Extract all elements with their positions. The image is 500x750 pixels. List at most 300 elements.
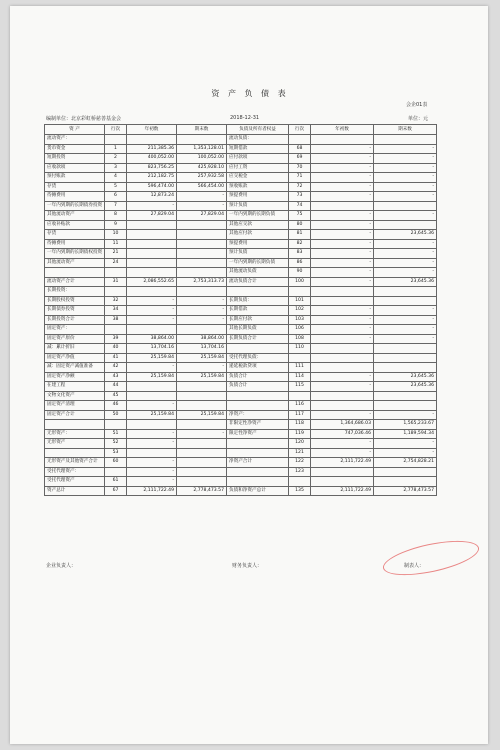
table-cell: 应交税金	[227, 173, 289, 183]
table-cell: 存货	[45, 182, 105, 192]
table-row	[45, 477, 437, 487]
table-cell	[311, 296, 374, 306]
table-cell	[374, 344, 437, 354]
table-cell: 68	[289, 144, 311, 154]
table-cell: -	[127, 439, 177, 449]
table-cell: 4	[105, 173, 127, 183]
table-cell	[289, 353, 311, 363]
table-cell: 211,385.36	[127, 144, 177, 154]
table-cell	[177, 135, 227, 145]
table-cell	[289, 477, 311, 487]
table-row	[45, 306, 437, 316]
table-cell: 应付款项	[227, 154, 289, 164]
table-cell: 无形资产	[45, 439, 105, 449]
table-body	[45, 135, 437, 496]
table-cell	[227, 344, 289, 354]
table-cell: 75	[289, 211, 311, 221]
table-cell: 257,932.58	[177, 173, 227, 183]
table-cell: 24	[105, 258, 127, 268]
table-cell: 长期投资：	[45, 287, 105, 297]
table-cell: -	[127, 315, 177, 325]
table-cell: 1	[105, 144, 127, 154]
table-cell: -	[127, 458, 177, 468]
table-cell: 122	[289, 458, 311, 468]
table-cell: 116	[289, 401, 311, 411]
table-cell: 一年内到期的长期债券投资	[45, 201, 105, 211]
table-cell: -	[177, 315, 227, 325]
page-title: 资 产 负 债 表	[211, 89, 289, 98]
table-cell: -	[374, 258, 437, 268]
table-cell	[289, 135, 311, 145]
table-cell: 110	[289, 344, 311, 354]
table-cell: 73	[289, 192, 311, 202]
table-cell	[227, 391, 289, 401]
table-cell: -	[311, 211, 374, 221]
table-row	[45, 182, 437, 192]
table-cell: 预提费用	[227, 239, 289, 249]
table-cell	[227, 448, 289, 458]
table-cell: 受托代理资产	[45, 477, 105, 487]
table-cell	[177, 268, 227, 278]
table-cell: 长期负债合计	[227, 334, 289, 344]
table-cell: 受托代理资产：	[45, 467, 105, 477]
table-row	[45, 382, 437, 392]
table-cell: 3	[105, 163, 127, 173]
table-cell: 流动资产：	[45, 135, 105, 145]
table-cell: 9	[105, 220, 127, 230]
table-cell	[177, 467, 227, 477]
table-row	[45, 277, 437, 287]
table-cell	[311, 467, 374, 477]
table-cell	[127, 249, 177, 259]
table-cell: 23,645.36	[374, 382, 437, 392]
table-cell	[127, 239, 177, 249]
table-cell: -	[374, 249, 437, 259]
table-cell: 90	[289, 268, 311, 278]
table-cell	[105, 135, 127, 145]
table-cell: -	[311, 334, 374, 344]
table-cell: 2,111,722.49	[311, 486, 374, 496]
table-cell: 固定资产净额	[45, 372, 105, 382]
table-row	[45, 239, 437, 249]
table-cell: 1,353,128.01	[177, 144, 227, 154]
table-cell	[227, 439, 289, 449]
table-row	[45, 325, 437, 335]
table-cell	[127, 325, 177, 335]
table-cell	[177, 420, 227, 430]
table-cell: -	[311, 258, 374, 268]
table-cell: -	[177, 429, 227, 439]
table-cell: 41	[105, 353, 127, 363]
table-cell: 38,864.00	[127, 334, 177, 344]
table-cell: 待摊费用	[45, 239, 105, 249]
table-cell: 51	[105, 429, 127, 439]
table-cell	[105, 287, 127, 297]
table-row	[45, 467, 437, 477]
table-cell: -	[177, 363, 227, 373]
table-cell: -	[374, 448, 437, 458]
table-cell: 83	[289, 249, 311, 259]
table-cell: 资产总计	[45, 486, 105, 496]
table-cell: 23,645.36	[374, 277, 437, 287]
table-cell	[127, 230, 177, 240]
table-cell: 50	[105, 410, 127, 420]
table-cell	[311, 135, 374, 145]
table-cell: -	[374, 154, 437, 164]
table-cell	[374, 401, 437, 411]
table-cell: 预收账款	[227, 182, 289, 192]
table-cell: -	[127, 306, 177, 316]
col-liability: 负债及所有者权益	[227, 125, 289, 135]
table-cell: 负债合计	[227, 382, 289, 392]
footer-head: 企业负责人：	[46, 563, 77, 569]
table-cell: 25,159.84	[177, 353, 227, 363]
table-cell: -	[311, 182, 374, 192]
table-cell	[45, 420, 105, 430]
table-row	[45, 268, 437, 278]
table-cell: 2,778,473.57	[177, 486, 227, 496]
table-cell: 应收补贴款	[45, 220, 105, 230]
table-cell	[177, 325, 227, 335]
table-cell: 其他应付款	[227, 230, 289, 240]
table-cell: -	[374, 410, 437, 420]
table-row	[45, 135, 437, 145]
table-cell: 34	[105, 306, 127, 316]
table-cell: 46	[105, 401, 127, 411]
table-cell	[177, 258, 227, 268]
table-cell	[227, 401, 289, 411]
table-cell	[374, 353, 437, 363]
table-cell: 存货	[45, 230, 105, 240]
table-cell: 100,052.00	[177, 154, 227, 164]
table-cell: 应收款项	[45, 163, 105, 173]
table-cell: -	[311, 448, 374, 458]
table-cell	[127, 135, 177, 145]
table-cell: 流动负债合计	[227, 277, 289, 287]
table-cell	[127, 287, 177, 297]
table-cell: 42	[105, 363, 127, 373]
table-cell	[374, 363, 437, 373]
footer-finance: 财务负责人：	[232, 563, 263, 569]
table-cell	[177, 477, 227, 487]
table-cell: -	[127, 296, 177, 306]
table-cell: 2,086,552.65	[127, 277, 177, 287]
table-cell: -	[374, 144, 437, 154]
table-cell: 74	[289, 201, 311, 211]
table-cell	[374, 287, 437, 297]
table-cell: 受托代理负债：	[227, 353, 289, 363]
table-cell: 25,159.84	[177, 372, 227, 382]
col-end: 期末数	[177, 125, 227, 135]
table-cell: 2,753,313.73	[177, 277, 227, 287]
table-cell: 无形资产：	[45, 429, 105, 439]
table-cell: 21	[105, 249, 127, 259]
table-cell: 71	[289, 173, 311, 183]
table-cell	[177, 230, 227, 240]
table-row	[45, 429, 437, 439]
table-cell: -	[311, 239, 374, 249]
table-cell: 38,864.00	[177, 334, 227, 344]
table-cell: -	[127, 477, 177, 487]
table-cell: 11	[105, 239, 127, 249]
table-cell: 101	[289, 296, 311, 306]
table-cell: 67	[105, 486, 127, 496]
table-cell: 25,159.84	[177, 410, 227, 420]
table-row	[45, 458, 437, 468]
table-cell: 预计负债	[227, 249, 289, 259]
table-cell: 无形资产及其他资产合计	[45, 458, 105, 468]
table-cell: 减：固定资产减值准备	[45, 363, 105, 373]
table-cell: 23,645.36	[374, 230, 437, 240]
table-cell: 80	[289, 220, 311, 230]
table-cell: -	[311, 325, 374, 335]
table-cell: -	[177, 201, 227, 211]
table-row	[45, 363, 437, 373]
col-line2: 行次	[289, 125, 311, 135]
table-cell: 82	[289, 239, 311, 249]
table-cell: -	[311, 173, 374, 183]
table-cell: 119	[289, 429, 311, 439]
table-row	[45, 344, 437, 354]
table-cell: -	[311, 315, 374, 325]
table-cell: 长期股权投资	[45, 296, 105, 306]
table-cell	[177, 220, 227, 230]
col-begin2: 年初数	[311, 125, 374, 135]
col-begin: 年初数	[127, 125, 177, 135]
table-cell	[105, 325, 127, 335]
table-cell: 25,159.84	[127, 353, 177, 363]
table-row	[45, 230, 437, 240]
table-cell: 747,036.46	[311, 429, 374, 439]
table-cell	[177, 249, 227, 259]
table-row	[45, 173, 437, 183]
table-row	[45, 296, 437, 306]
table-cell: -	[311, 372, 374, 382]
table-cell: 566,454.00	[177, 182, 227, 192]
table-cell	[227, 467, 289, 477]
table-cell: 其他流动资产	[45, 258, 105, 268]
table-cell	[311, 201, 374, 211]
table-cell: 8	[105, 211, 127, 221]
table-cell: 一年内到期的长期债权投资	[45, 249, 105, 259]
table-cell: 823,756.25	[127, 163, 177, 173]
table-cell: 44	[105, 382, 127, 392]
table-cell	[127, 258, 177, 268]
table-cell: 流动资产合计	[45, 277, 105, 287]
table-cell: 212,182.75	[127, 173, 177, 183]
table-cell: 40	[105, 344, 127, 354]
table-cell: -	[127, 363, 177, 373]
table-cell: 2,111,722.49	[311, 458, 374, 468]
table-cell: -	[127, 201, 177, 211]
table-cell	[177, 401, 227, 411]
table-cell: -	[311, 220, 374, 230]
table-row	[45, 154, 437, 164]
table-cell	[177, 391, 227, 401]
table-cell: -	[311, 439, 374, 449]
table-cell	[311, 363, 374, 373]
table-cell: 61	[105, 477, 127, 487]
table-cell: -	[374, 315, 437, 325]
table-cell: 负债合计	[227, 372, 289, 382]
table-cell: -	[311, 277, 374, 287]
table-cell: 106	[289, 325, 311, 335]
table-cell: -	[311, 192, 374, 202]
table-cell	[127, 220, 177, 230]
table-cell	[374, 477, 437, 487]
table-cell: -	[374, 182, 437, 192]
table-cell: 长期债券投资	[45, 306, 105, 316]
table-cell: 净资产：	[227, 410, 289, 420]
table-cell: 13,704.16	[127, 344, 177, 354]
col-line: 行次	[105, 125, 127, 135]
table-cell	[311, 477, 374, 487]
table-cell: -	[127, 401, 177, 411]
table-cell: 53	[105, 448, 127, 458]
table-row	[45, 486, 437, 496]
table-cell	[177, 448, 227, 458]
table-cell: 长期投资合计	[45, 315, 105, 325]
table-cell: 6	[105, 192, 127, 202]
table-cell: 短期借款	[227, 144, 289, 154]
table-cell: 400,052.00	[127, 154, 177, 164]
table-cell: 13,704.16	[177, 344, 227, 354]
table-cell	[177, 458, 227, 468]
footer-preparer: 制表人：	[404, 563, 425, 569]
table-cell: -	[177, 192, 227, 202]
table-cell	[374, 296, 437, 306]
table-cell: 固定资产净值	[45, 353, 105, 363]
table-cell: 其他应交款	[227, 220, 289, 230]
balance-sheet-table	[44, 124, 437, 496]
table-cell: 长期应付款	[227, 315, 289, 325]
table-cell: 1,364,686.03	[311, 420, 374, 430]
table-cell: 短期投资	[45, 154, 105, 164]
col-asset: 资 产	[45, 125, 105, 135]
table-cell: 流动负债：	[227, 135, 289, 145]
table-cell	[177, 439, 227, 449]
table-cell: 2,778,473.57	[374, 486, 437, 496]
table-cell: -	[374, 334, 437, 344]
table-cell: -	[374, 268, 437, 278]
table-cell: -	[311, 410, 374, 420]
table-row	[45, 420, 437, 430]
table-cell: 81	[289, 230, 311, 240]
table-cell: 115	[289, 382, 311, 392]
table-cell: 净资产合计	[227, 458, 289, 468]
table-cell: 25,159.84	[127, 372, 177, 382]
table-cell: 一年内到期的长期负债	[227, 258, 289, 268]
table-cell: 117	[289, 410, 311, 420]
table-cell	[311, 391, 374, 401]
table-cell: 52	[105, 439, 127, 449]
table-cell: 2,111,722.49	[127, 486, 177, 496]
table-cell: 27,829.04	[127, 211, 177, 221]
table-row	[45, 144, 437, 154]
table-cell: 7	[105, 201, 127, 211]
table-cell: 111	[289, 363, 311, 373]
table-cell: 31	[105, 277, 127, 287]
table-cell: 限定性净资产	[227, 429, 289, 439]
table-cell: -	[177, 306, 227, 316]
table-cell	[289, 287, 311, 297]
table-cell: 25,159.84	[127, 410, 177, 420]
table-cell	[311, 344, 374, 354]
table-cell: 其他流动负债	[227, 268, 289, 278]
table-cell: 72	[289, 182, 311, 192]
table-cell: 39	[105, 334, 127, 344]
table-cell: 32	[105, 296, 127, 306]
table-cell: 114	[289, 372, 311, 382]
table-row	[45, 163, 437, 173]
table-cell: 38	[105, 315, 127, 325]
table-cell	[127, 391, 177, 401]
table-cell: 5	[105, 182, 127, 192]
table-row	[45, 410, 437, 420]
table-cell: 10	[105, 230, 127, 240]
table-cell: 其他流动资产	[45, 211, 105, 221]
table-cell: 45	[105, 391, 127, 401]
table-row	[45, 211, 437, 221]
table-cell	[374, 467, 437, 477]
table-cell: 69	[289, 154, 311, 164]
table-cell: -	[127, 467, 177, 477]
table-cell	[127, 420, 177, 430]
table-cell: 120	[289, 439, 311, 449]
table-cell: -	[374, 211, 437, 221]
table-row	[45, 401, 437, 411]
table-cell	[311, 401, 374, 411]
table-cell: 递延税款贷项	[227, 363, 289, 373]
table-cell: 12,873.24	[127, 192, 177, 202]
table-cell: 固定资产：	[45, 325, 105, 335]
table-cell	[227, 477, 289, 487]
table-cell	[374, 201, 437, 211]
table-cell: 118	[289, 420, 311, 430]
table-cell	[227, 287, 289, 297]
table-cell: 预付账款	[45, 173, 105, 183]
table-cell: -	[311, 163, 374, 173]
table-cell: -	[374, 192, 437, 202]
table-cell: 102	[289, 306, 311, 316]
table-cell: 135	[289, 486, 311, 496]
table-header-row	[45, 125, 437, 135]
table-cell	[374, 220, 437, 230]
table-cell: 固定资产清理	[45, 401, 105, 411]
table-cell: -	[311, 268, 374, 278]
table-cell	[177, 382, 227, 392]
preparing-unit: 编制单位：北京彩虹桥慈善基金会	[46, 116, 122, 122]
table-cell: -	[311, 144, 374, 154]
table-cell: 预提费用	[227, 192, 289, 202]
table-cell: 应付工资	[227, 163, 289, 173]
table-cell: 一年内到期的长期负债	[227, 211, 289, 221]
table-cell: -	[374, 439, 437, 449]
table-cell: 预计负债	[227, 201, 289, 211]
table-cell: 负债和净资产总计	[227, 486, 289, 496]
table-cell: 货币资金	[45, 144, 105, 154]
table-cell: -	[127, 429, 177, 439]
table-row	[45, 258, 437, 268]
table-cell: 121	[289, 448, 311, 458]
table-cell: 596,474.00	[127, 182, 177, 192]
table-cell: 长期负债：	[227, 296, 289, 306]
table-cell	[177, 239, 227, 249]
table-row	[45, 287, 437, 297]
table-cell: 在建工程	[45, 382, 105, 392]
table-row	[45, 220, 437, 230]
table-cell: 425,928.10	[177, 163, 227, 173]
